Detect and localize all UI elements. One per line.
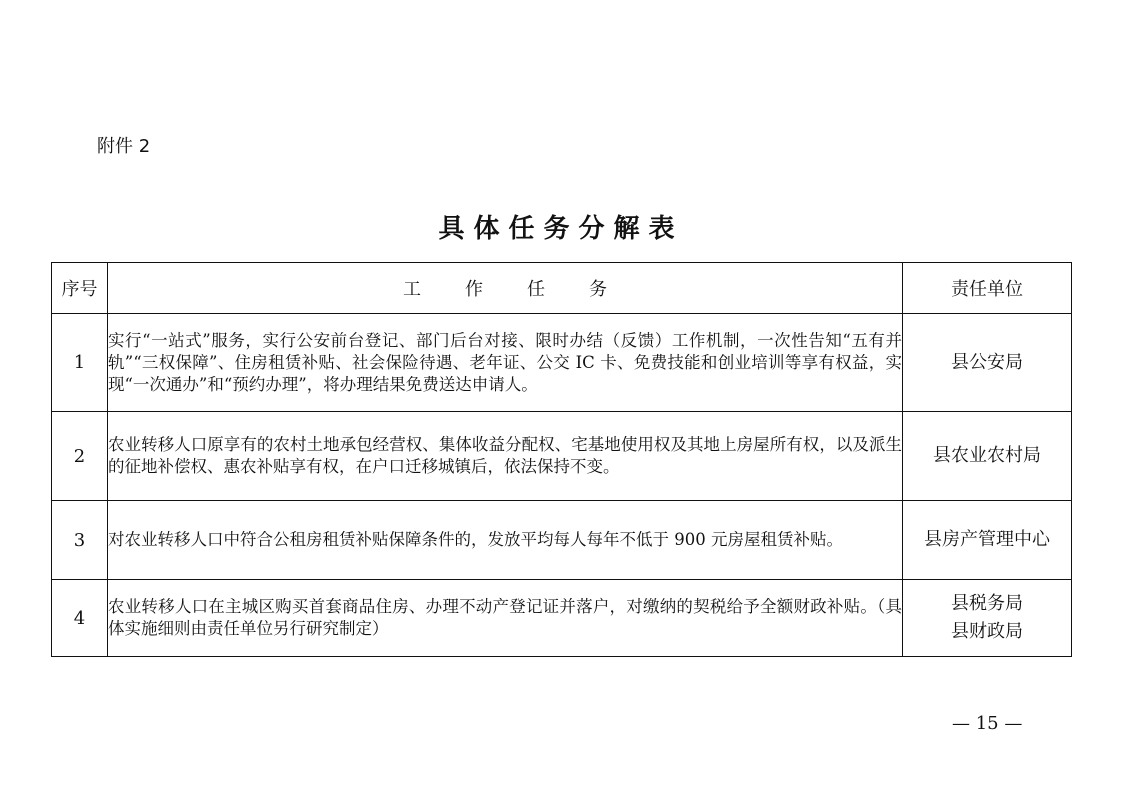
table-row: [52, 501, 1072, 580]
row-seq: 1: [52, 314, 108, 412]
table-row: [52, 580, 1072, 657]
row-seq: 3: [52, 501, 108, 580]
row-unit: [903, 501, 1072, 580]
row-task: 对农业转移人口中符合公租房租赁补贴保障条件的，发放平均每人每年不低于 900 元房屋租赁补贴。: [108, 501, 903, 580]
header-seq: 序号: [52, 263, 108, 314]
table-header-row: [52, 263, 1072, 314]
page-number: — 15 —: [952, 713, 1023, 734]
row-unit: [903, 412, 1072, 501]
table-row: [52, 412, 1072, 501]
unit-name: 县公安局: [951, 351, 1023, 373]
row-unit: [903, 580, 1072, 657]
table-row: [52, 314, 1072, 412]
row-seq: 4: [52, 580, 108, 657]
attachment-label: 附件 2: [97, 136, 151, 157]
document-title: 具体任务分解表: [438, 214, 684, 244]
task-breakdown-table: [51, 262, 1072, 657]
unit-name: 县房产管理中心: [924, 529, 1050, 550]
row-seq: 2: [52, 412, 108, 501]
unit-name: 县农业农村局: [933, 445, 1041, 466]
row-task: 农业转移人口在主城区购买首套商品住房、办理不动产登记证并落户，对缴纳的契税给予全额财政补贴。（具体实施细则由责任单位另行研究制定）: [108, 580, 903, 657]
row-unit: [903, 314, 1072, 412]
unit-name: 县财政局: [951, 621, 1023, 642]
header-task: 工作任务: [108, 263, 903, 314]
row-task: 农业转移人口原享有的农村土地承包经营权、集体收益分配权、宅基地使用权及其地上房屋所有权，以及派生的征地补偿权、惠农补贴享有权，在户口迁移城镇后，依法保持不变。: [108, 412, 903, 501]
row-task: 实行“一站式”服务，实行公安前台登记、部门后台对接、限时办结（反馈）工作机制，一次性告知“五有并轨”“三权保障”、住房租赁补贴、社会保险待遇、老年证、公交 IC 卡、免费技能和创业培训等享有权益，实现“一次通办”和“预约办理”，将办理结果免费送达申请人。: [108, 314, 903, 412]
header-unit: 责任单位: [903, 263, 1072, 314]
unit-name: 县税务局: [951, 593, 1023, 614]
